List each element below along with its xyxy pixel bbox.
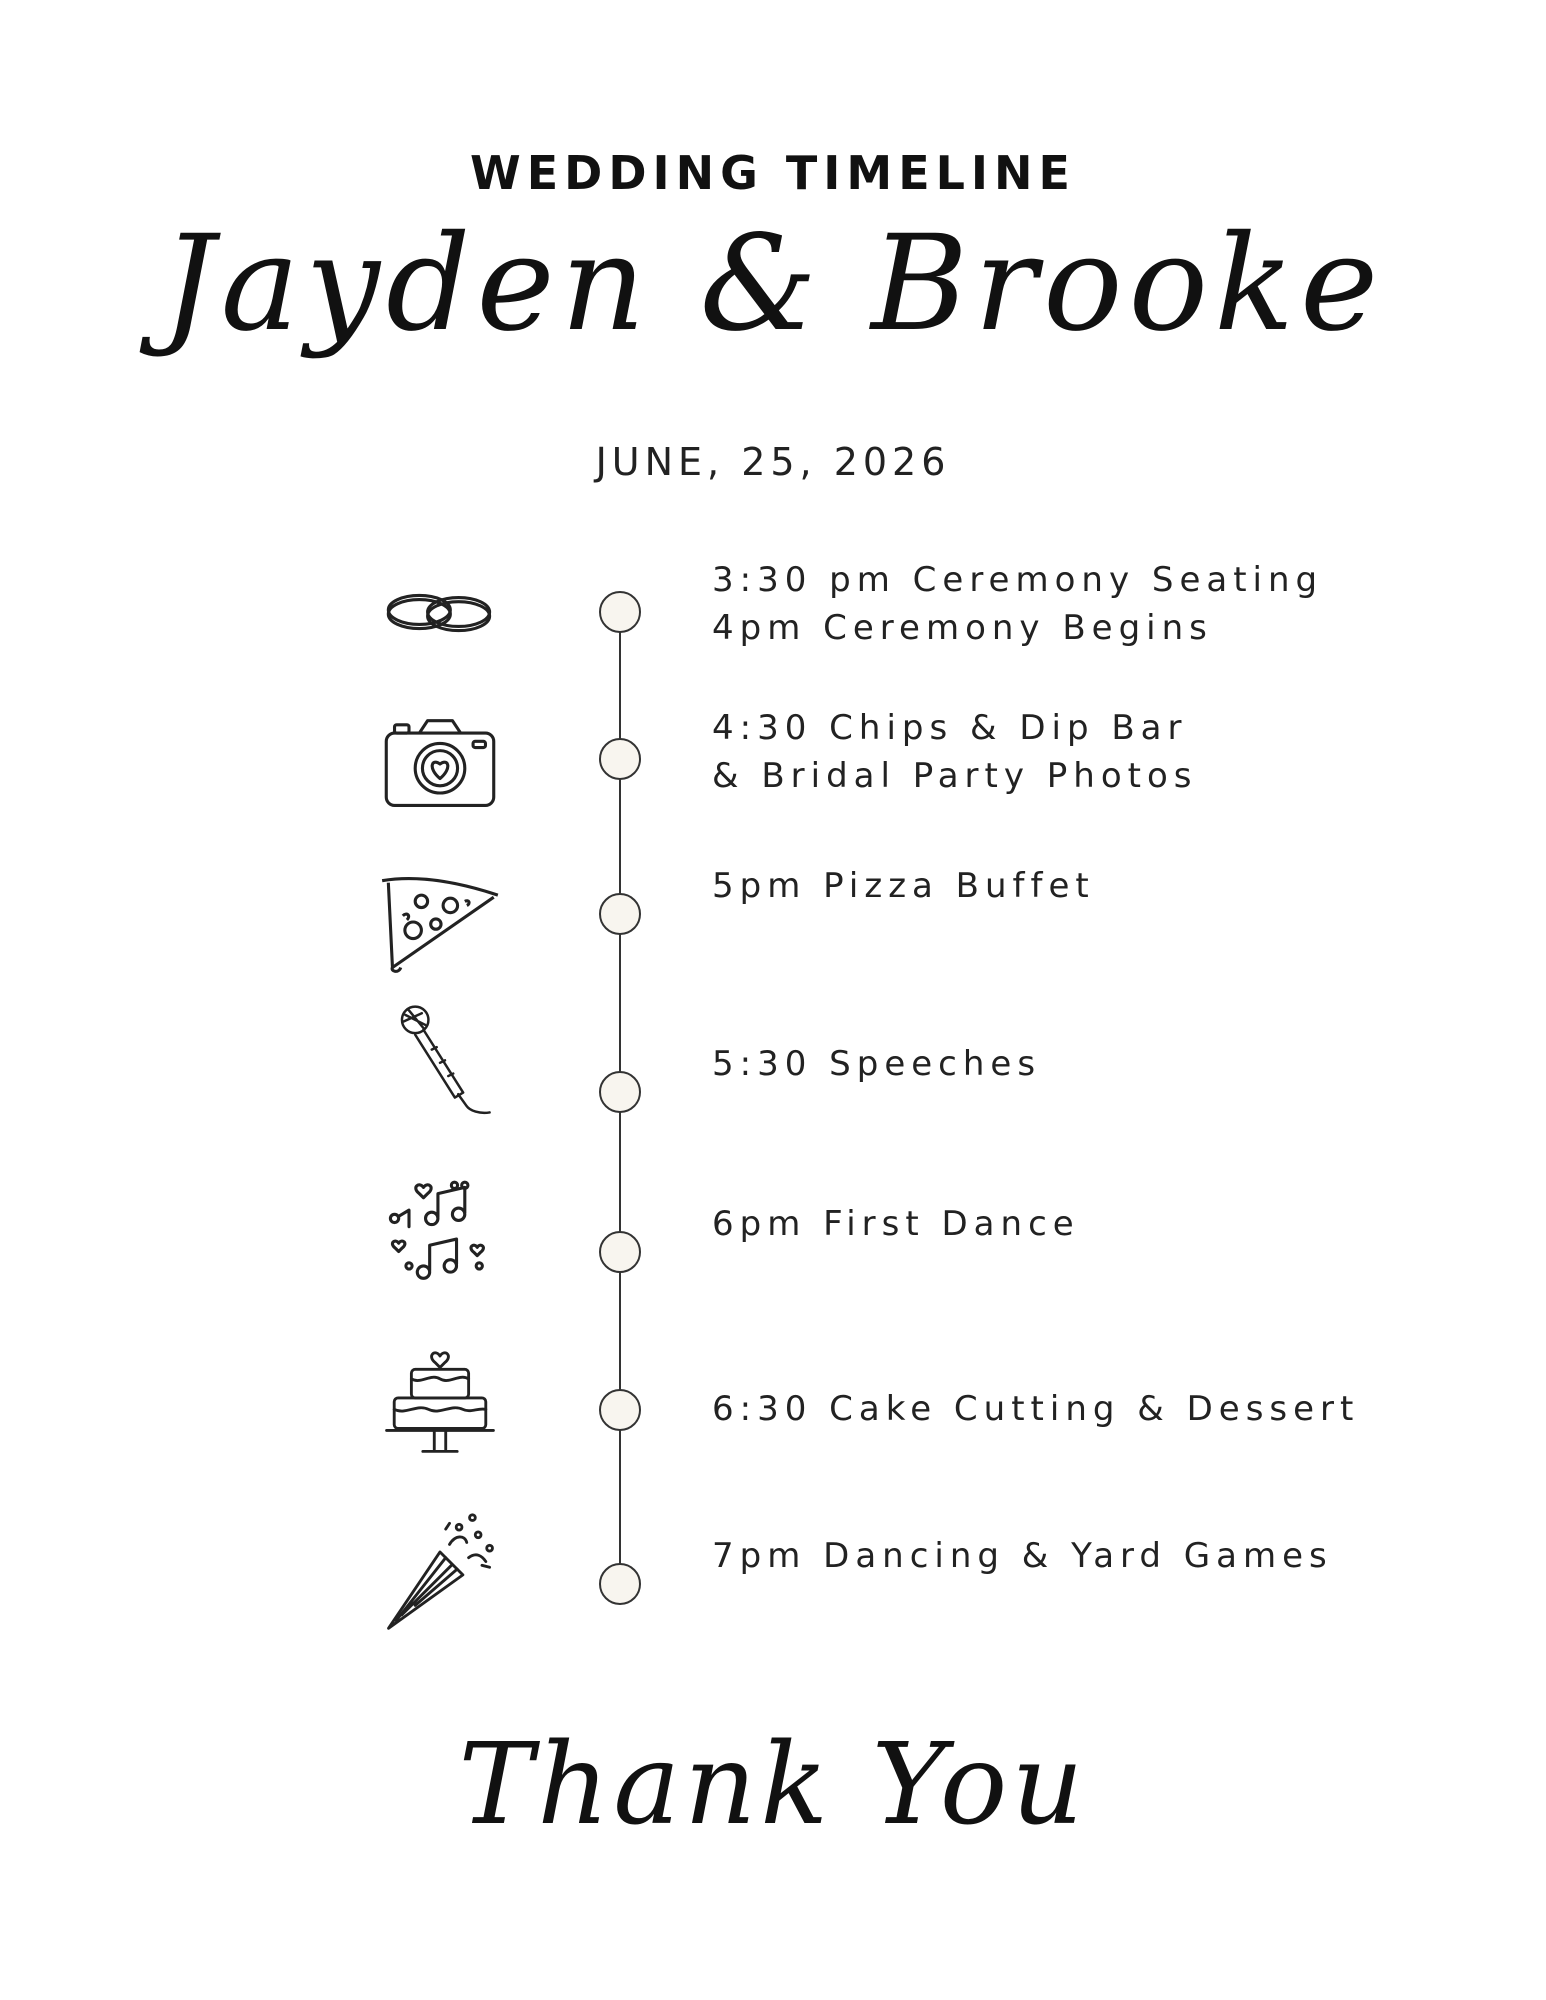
timeline-dot	[599, 1231, 641, 1273]
timeline-event-1	[712, 556, 1323, 652]
event-text: 3:30 pm Ceremony Seating	[712, 560, 1324, 600]
camera-icon	[378, 700, 502, 824]
timeline-dot	[599, 591, 641, 633]
timeline-dot	[599, 1563, 641, 1605]
event-text: & Bridal Party Photos	[712, 756, 1198, 796]
party-popper-icon	[378, 1510, 502, 1634]
wedding-rings-icon	[378, 550, 502, 674]
timeline-dot	[599, 1389, 641, 1431]
timeline-event-4	[712, 1040, 1041, 1088]
event-text: 5:30 Speeches	[712, 1044, 1042, 1084]
timeline-event-2	[712, 704, 1198, 800]
thank-you-note: Thank You	[458, 1720, 1088, 1850]
timeline-dot	[599, 738, 641, 780]
event-text: 6pm First Dance	[712, 1204, 1080, 1244]
microphone-icon	[378, 1000, 502, 1124]
event-text: 5pm Pizza Buffet	[712, 866, 1095, 906]
timeline-event-3	[712, 862, 1095, 910]
timeline-dot	[599, 1071, 641, 1113]
timeline-event-6	[712, 1385, 1359, 1433]
timeline-dot	[599, 893, 641, 935]
timeline-event-7	[712, 1532, 1333, 1580]
wedding-date: JUNE, 25, 2026	[595, 440, 951, 484]
pizza-slice-icon	[378, 860, 502, 984]
event-text: 4:30 Chips & Dip Bar	[712, 708, 1188, 748]
event-text: 4pm Ceremony Begins	[712, 608, 1213, 648]
wedding-cake-icon	[378, 1335, 502, 1459]
music-notes-icon	[378, 1175, 502, 1299]
event-text: 6:30 Cake Cutting & Dessert	[712, 1389, 1360, 1429]
event-text: 7pm Dancing & Yard Games	[712, 1536, 1333, 1576]
couple-names: Jayden & Brooke	[161, 207, 1385, 361]
page-heading: WEDDING TIMELINE	[470, 146, 1076, 200]
timeline-event-5	[712, 1200, 1080, 1248]
